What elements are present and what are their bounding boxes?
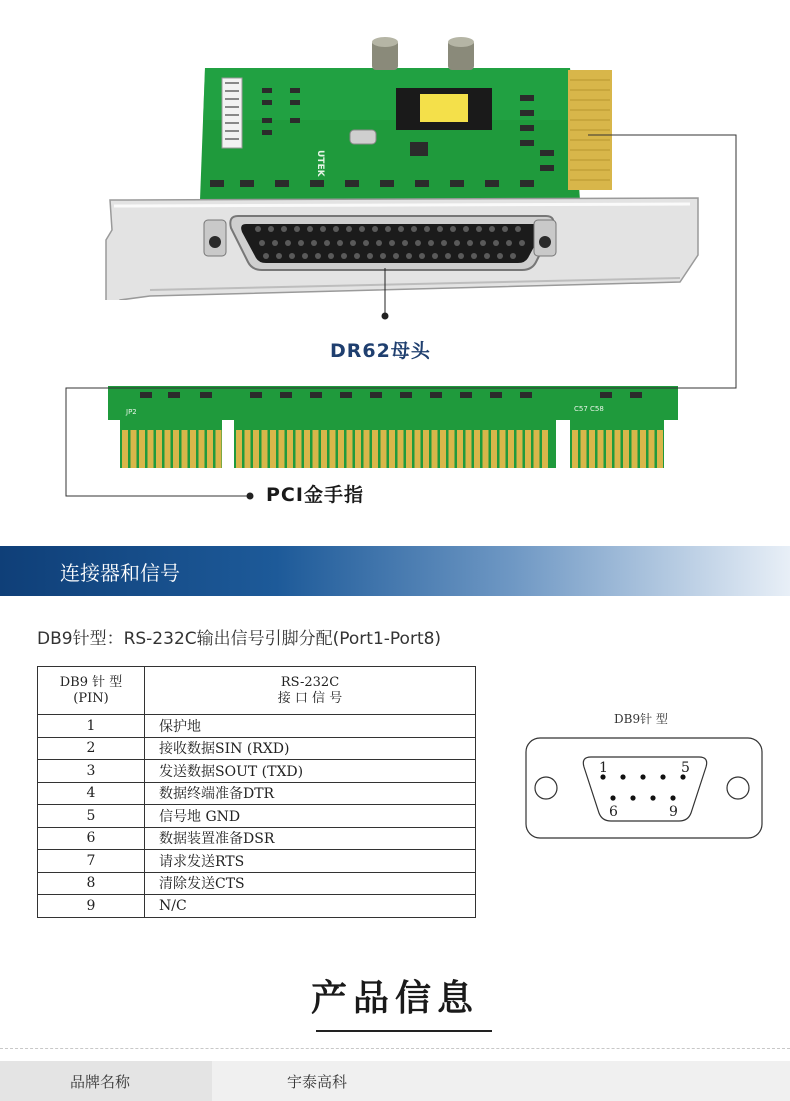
pci-gold-finger-label: PCI金手指: [266, 484, 364, 506]
db62-pin-hole: [289, 253, 295, 259]
db62-pin-hole: [276, 253, 282, 259]
gold-finger-pad: [474, 430, 480, 468]
db62-pin-hole: [302, 253, 308, 259]
table-row: [38, 782, 476, 805]
table-row: [38, 737, 476, 760]
gold-finger-pad: [347, 430, 353, 468]
gold-finger-pad: [406, 430, 412, 468]
db62-pin-hole: [380, 253, 386, 259]
gold-finger-pad: [131, 430, 137, 468]
dashed-divider: [0, 1048, 790, 1049]
gold-finger-pad: [313, 430, 319, 468]
gold-finger-pad: [589, 430, 595, 468]
header-signal-line1: RS-232C: [280, 674, 340, 690]
info-row: [0, 1061, 790, 1101]
gold-finger-pad: [623, 430, 629, 468]
db62-pin-hole: [445, 253, 451, 259]
gold-finger-pad: [216, 430, 222, 468]
gold-finger-pad: [615, 430, 621, 468]
db62-pin-hole: [385, 226, 391, 232]
gold-finger-pad: [355, 430, 361, 468]
gold-finger-pad: [279, 430, 285, 468]
gold-finger-pad: [287, 430, 293, 468]
pin-number: 5: [38, 805, 145, 828]
gold-finger-pad: [432, 430, 438, 468]
db62-pin-hole: [515, 226, 521, 232]
db62-pin-hole: [463, 226, 469, 232]
gold-finger-pad: [508, 430, 514, 468]
db62-pin-hole: [363, 240, 369, 246]
gold-finger-pad: [182, 430, 188, 468]
db62-pin-hole: [519, 240, 525, 246]
gold-finger-pad: [148, 430, 154, 468]
gold-finger-pad: [415, 430, 421, 468]
gold-finger-pad: [236, 430, 242, 468]
db62-pin-hole: [337, 240, 343, 246]
db62-pin-hole: [428, 240, 434, 246]
db9-left-mount-hole: [535, 777, 557, 799]
db62-pin-hole: [294, 226, 300, 232]
pin-signal: 数据终端准备DTR: [145, 782, 476, 805]
db62-pin-hole: [476, 226, 482, 232]
board-brand: UTEK: [315, 150, 325, 177]
db62-pin-hole: [376, 240, 382, 246]
dr62-connector-label: DR62母头: [330, 340, 431, 362]
db62-pin-hole: [441, 240, 447, 246]
db62-pin-hole: [255, 226, 261, 232]
db62-pin-hole: [493, 240, 499, 246]
gold-finger-pad: [122, 430, 128, 468]
gold-finger-pad: [542, 430, 548, 468]
gold-finger-pad: [398, 430, 404, 468]
db62-pin-hole: [402, 240, 408, 246]
gold-finger-pad: [165, 430, 171, 468]
db62-pin-hole: [415, 240, 421, 246]
db9-pin-9: [670, 795, 675, 800]
db62-pin-hole: [419, 253, 425, 259]
db62-pin-hole: [432, 253, 438, 259]
gold-finger-pad: [572, 430, 578, 468]
pci-card-illustration: [0, 0, 790, 545]
gold-finger-pad: [389, 430, 395, 468]
pin-signal: 清除发送CTS: [145, 872, 476, 895]
gold-finger-pad: [657, 430, 663, 468]
db62-pin-hole: [489, 226, 495, 232]
db62-pin-hole: [259, 240, 265, 246]
db62-pin-hole: [263, 253, 269, 259]
gold-finger-pad: [190, 430, 196, 468]
gold-finger-pad: [449, 430, 455, 468]
db62-pin-hole: [298, 240, 304, 246]
db62-pin-hole: [450, 226, 456, 232]
db62-pin-hole: [346, 226, 352, 232]
db9-connector-diagram: [525, 737, 763, 839]
header-pin: [38, 667, 145, 715]
db62-pin-hole: [359, 226, 365, 232]
table-row: [38, 715, 476, 738]
gold-finger-pad: [632, 430, 638, 468]
db62-pin-hole: [484, 253, 490, 259]
info-value-brand: 宇泰高科: [287, 1073, 348, 1091]
db62-pin-hole: [350, 240, 356, 246]
title-underline: [316, 1030, 492, 1032]
header-pin-line1: DB9 针 型: [59, 674, 123, 690]
db9-pin-8: [650, 795, 655, 800]
pin-number: 9: [38, 895, 145, 918]
db62-pin-hole: [471, 253, 477, 259]
header-pin-line2: (PIN): [73, 690, 109, 706]
gold-finger-pad: [245, 430, 251, 468]
db62-pin-hole: [311, 240, 317, 246]
gold-finger-pad: [296, 430, 302, 468]
pin-signal: 数据装置准备DSR: [145, 827, 476, 850]
gold-finger-pad: [338, 430, 344, 468]
pin-signal: N/C: [145, 895, 476, 918]
db62-pin-hole: [341, 253, 347, 259]
db62-pin-hole: [320, 226, 326, 232]
db62-pin-hole: [458, 253, 464, 259]
pin-number: 2: [38, 737, 145, 760]
db62-pin-hole: [328, 253, 334, 259]
gold-finger-pad: [517, 430, 523, 468]
pinout-table: [37, 666, 476, 918]
table-row: [38, 872, 476, 895]
gold-finger-pad: [207, 430, 213, 468]
db9-subtitle: DB9针型：RS-232C输出信号引脚分配(Port1-Port8): [37, 629, 442, 649]
db62-pin-hole: [454, 240, 460, 246]
db62-pin-hole: [389, 240, 395, 246]
db62-pin-hole: [506, 240, 512, 246]
gold-finger-pad: [262, 430, 268, 468]
db9-label-5: 5: [681, 760, 690, 776]
db9-pin-2: [620, 774, 625, 779]
db9-label-1: 1: [599, 760, 608, 776]
db62-pin-hole: [510, 253, 516, 259]
db62-pin-hole: [398, 226, 404, 232]
pin-number: 6: [38, 827, 145, 850]
gold-finger-pad: [491, 430, 497, 468]
gold-finger-pad: [270, 430, 276, 468]
db62-pin-hole: [497, 253, 503, 259]
gold-finger-pad: [253, 430, 259, 468]
gold-finger-pad: [440, 430, 446, 468]
gold-finger-pad: [534, 430, 540, 468]
db62-pin-hole: [502, 226, 508, 232]
pin-signal: 发送数据SOUT (TXD): [145, 760, 476, 783]
table-row: [38, 805, 476, 828]
pin-number: 8: [38, 872, 145, 895]
db62-pin-hole: [372, 226, 378, 232]
gold-finger-pad: [525, 430, 531, 468]
gold-finger-pad: [606, 430, 612, 468]
gold-finger-pad: [304, 430, 310, 468]
info-key-brand: 品牌名称: [70, 1073, 131, 1091]
pin-number: 7: [38, 850, 145, 873]
db9-pin-4: [660, 774, 665, 779]
db9-label-9: 9: [669, 804, 678, 820]
gold-finger-pad: [649, 430, 655, 468]
pin-number: 1: [38, 715, 145, 738]
db62-pin-hole: [281, 226, 287, 232]
section-banner: [0, 546, 790, 596]
table-row: [38, 760, 476, 783]
board-marking-c58: C58: [590, 405, 604, 413]
gold-finger-pad: [173, 430, 179, 468]
board-marking-jp2: JP2: [126, 408, 137, 416]
gold-finger-pad: [483, 430, 489, 468]
gold-finger-pad: [364, 430, 370, 468]
table-row: [38, 895, 476, 918]
product-info-title: 产品信息: [310, 978, 479, 1019]
db62-pin-hole: [437, 226, 443, 232]
pin-signal: 保护地: [145, 715, 476, 738]
db62-pin-hole: [411, 226, 417, 232]
db9-pin-7: [630, 795, 635, 800]
table-row: [38, 850, 476, 873]
pin-number: 4: [38, 782, 145, 805]
db62-pin-hole: [467, 240, 473, 246]
section-title: 连接器和信号: [60, 561, 180, 585]
db62-pin-hole: [367, 253, 373, 259]
product-photo: [0, 0, 790, 545]
pin-signal: 请求发送RTS: [145, 850, 476, 873]
db62-pin-hole: [285, 240, 291, 246]
gold-finger-pad: [466, 430, 472, 468]
db62-pin-hole: [333, 226, 339, 232]
table-row: [38, 827, 476, 850]
gold-finger-pad: [457, 430, 463, 468]
db9-label-6: 6: [609, 804, 618, 820]
pin-signal: 接收数据SIN (RXD): [145, 737, 476, 760]
gold-finger-pad: [581, 430, 587, 468]
db9-pin-3: [640, 774, 645, 779]
db62-pin-hole: [324, 240, 330, 246]
db62-pin-hole: [307, 226, 313, 232]
db62-pin-hole: [315, 253, 321, 259]
db62-pin-hole: [354, 253, 360, 259]
gold-finger-pad: [598, 430, 604, 468]
db9-right-mount-hole: [727, 777, 749, 799]
db62-pin-hole: [480, 240, 486, 246]
header-signal-line2: 接 口 信 号: [277, 690, 343, 706]
pin-number: 3: [38, 760, 145, 783]
gold-finger-pad: [199, 430, 205, 468]
gold-finger-pad: [139, 430, 145, 468]
db62-pin-hole: [272, 240, 278, 246]
board-marking-c57: C57: [574, 405, 588, 413]
db9-diagram-caption: DB9针 型: [614, 712, 668, 726]
gold-finger-pad: [156, 430, 162, 468]
db62-pin-hole: [268, 226, 274, 232]
db62-pin-hole: [393, 253, 399, 259]
db62-pin-hole: [424, 226, 430, 232]
gold-finger-pad: [330, 430, 336, 468]
header-signal: [145, 667, 476, 715]
gold-finger-pad: [321, 430, 327, 468]
gold-finger-pad: [640, 430, 646, 468]
db62-pin-hole: [406, 253, 412, 259]
pin-signal: 信号地 GND: [145, 805, 476, 828]
gold-finger-pad: [372, 430, 378, 468]
db9-pin-6: [610, 795, 615, 800]
gold-finger-pad: [381, 430, 387, 468]
gold-finger-pad: [500, 430, 506, 468]
table-header-row: [38, 667, 476, 715]
gold-finger-pad: [423, 430, 429, 468]
